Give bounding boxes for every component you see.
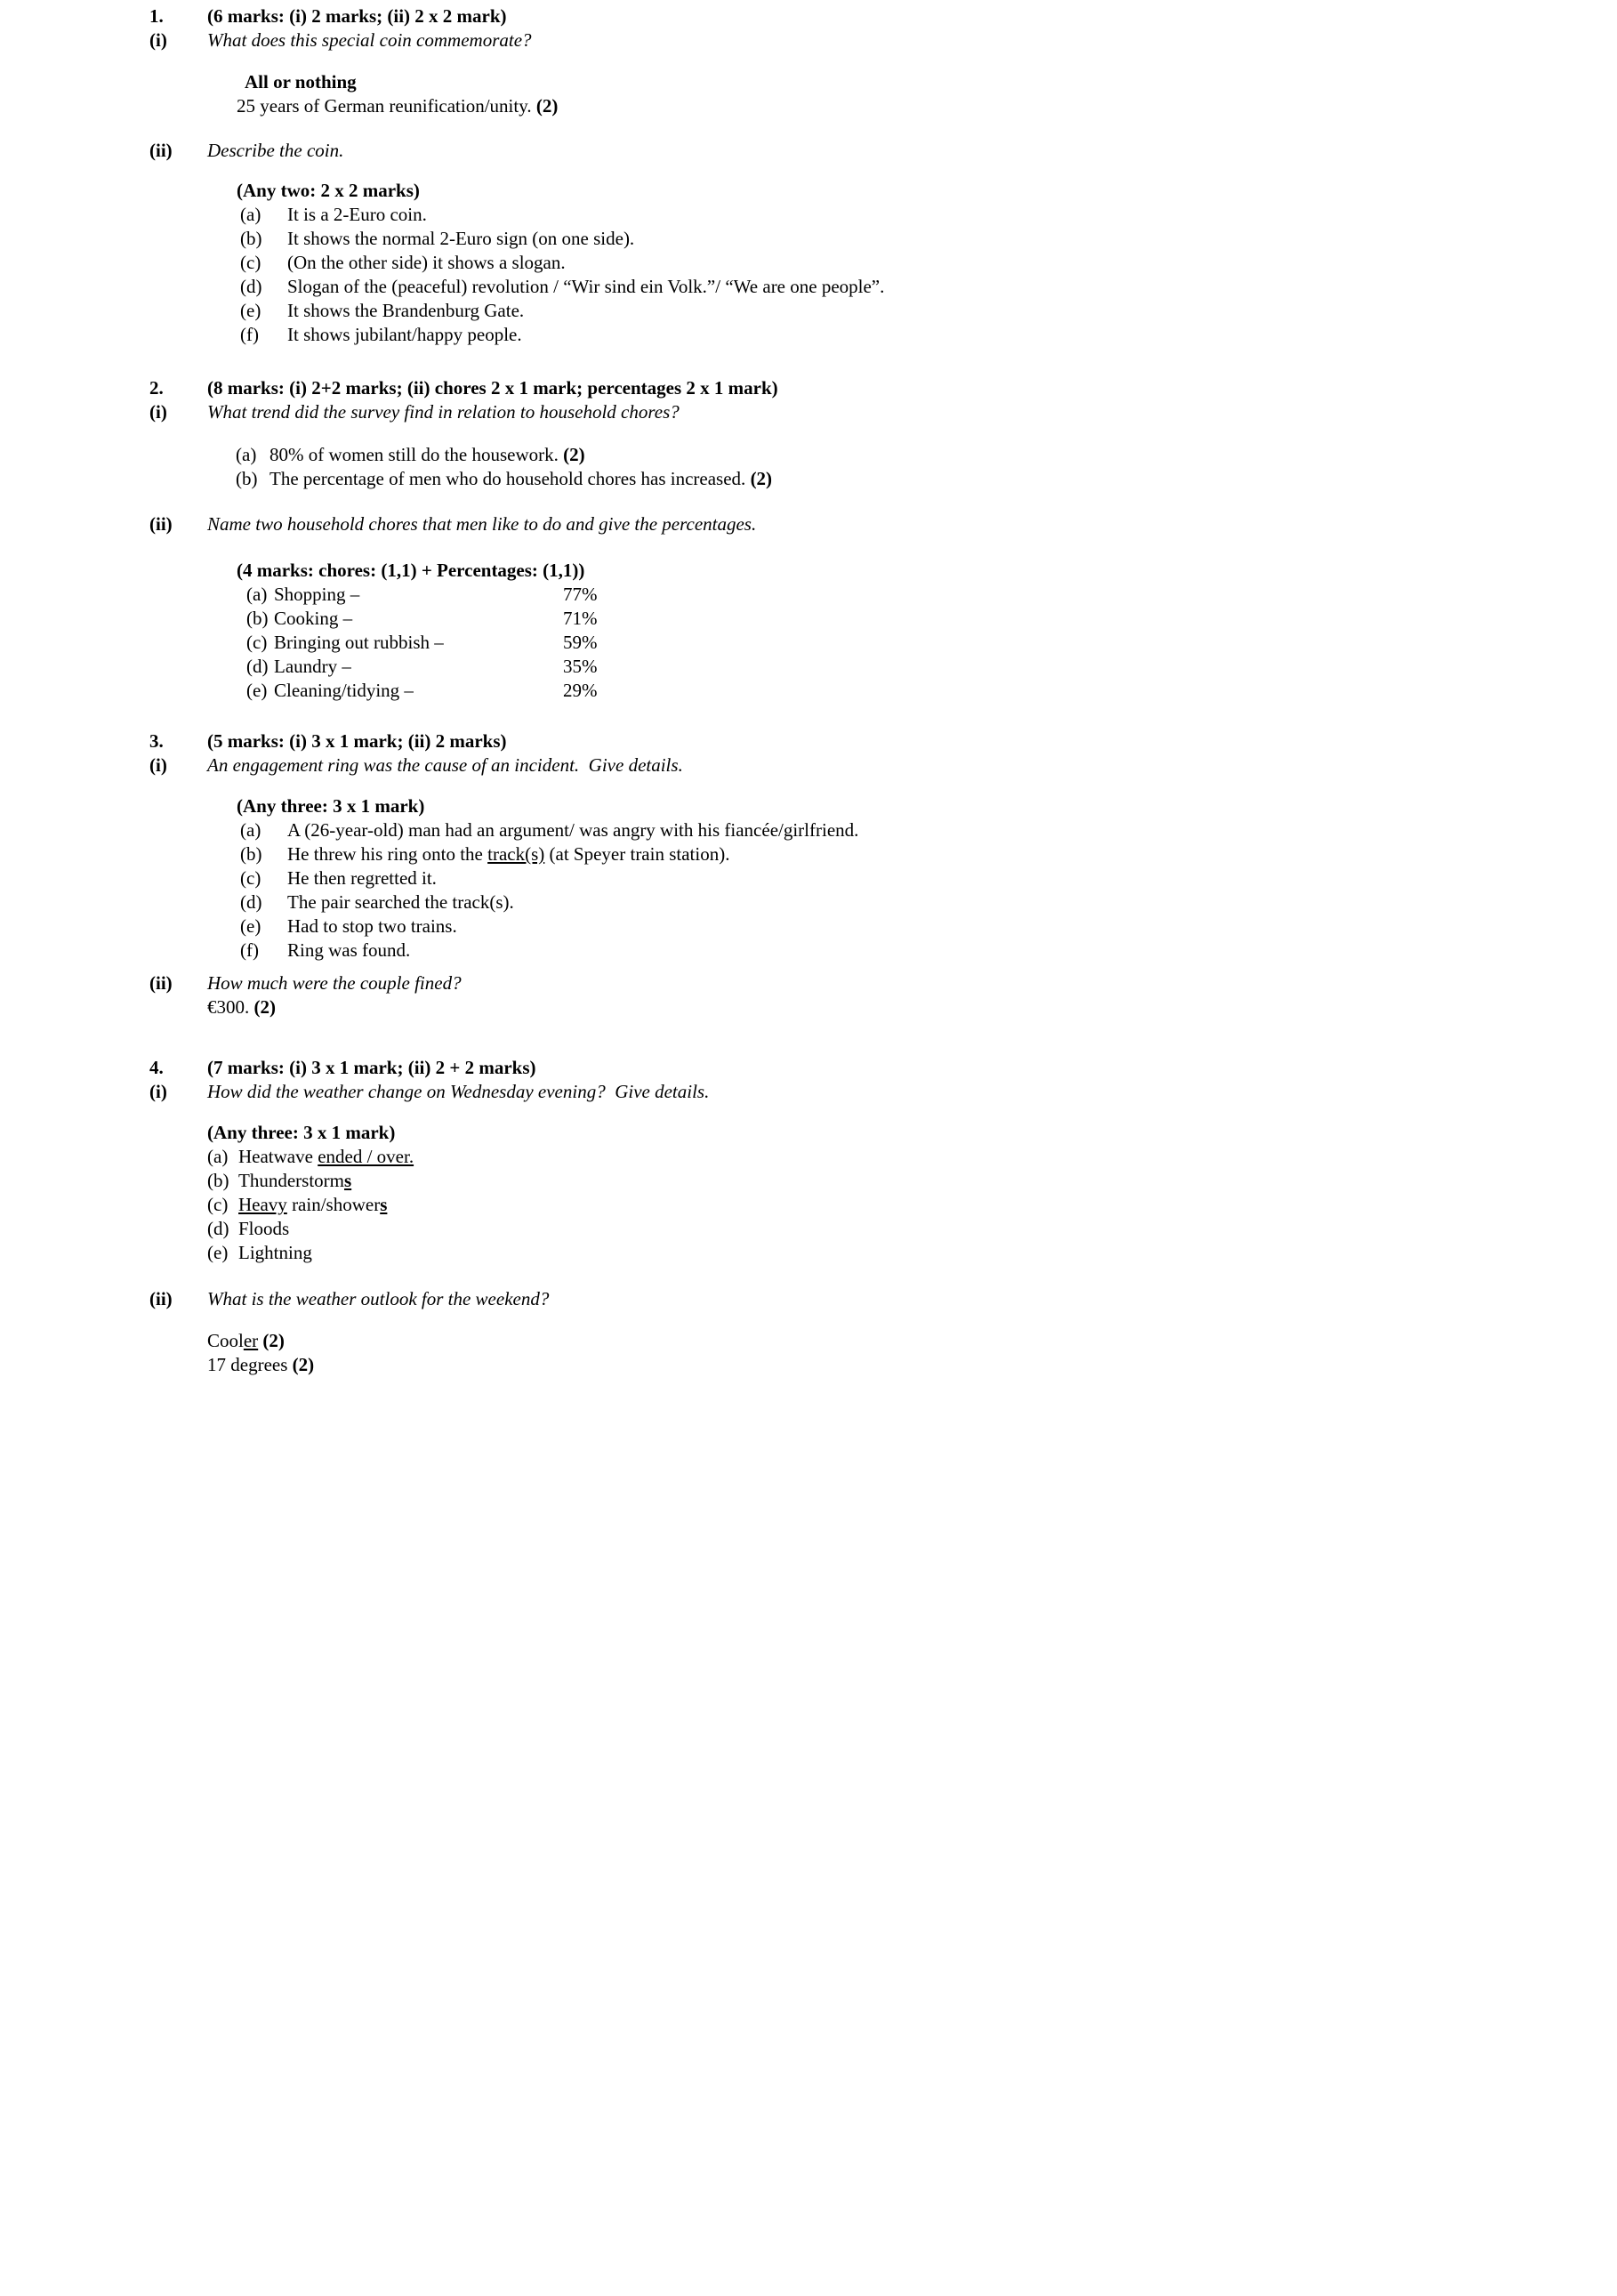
list-marker: (d) [240, 276, 262, 297]
list-marker: (b) [236, 468, 258, 489]
vertical-gap [0, 703, 1617, 729]
chore-list-item [246, 583, 1617, 607]
question-line [149, 1056, 1617, 1080]
text-segment: Lightning [238, 1242, 312, 1263]
list-item [240, 866, 1617, 890]
answer-line [237, 794, 1617, 818]
chore-name: Shopping – [274, 584, 360, 605]
chore-percentage: 77% [563, 584, 598, 605]
vertical-gap [0, 963, 1617, 971]
question-label: (i) [149, 1081, 167, 1102]
text-segment: He threw his ring onto the [287, 843, 488, 865]
question-text [207, 971, 462, 995]
text-segment: All or nothing [245, 71, 357, 93]
list-text [287, 251, 566, 275]
question-text [207, 139, 343, 163]
list-item [207, 1145, 1617, 1169]
text-segment: An engagement ring was the cause of an incident. Give details. [207, 754, 683, 776]
list-marker: (a) [246, 584, 268, 605]
chore-name: Cleaning/tidying – [274, 680, 414, 701]
list-item [240, 323, 1617, 347]
text-segment: s [380, 1194, 388, 1215]
question-text [207, 512, 756, 536]
vertical-gap [0, 536, 1617, 559]
list-item [240, 818, 1617, 842]
question-text [207, 753, 683, 777]
answer-line [207, 1121, 1617, 1145]
answer-line [237, 179, 1617, 203]
text-segment: (8 marks: (i) 2+2 marks; (ii) chores 2 x 1 mark; percentages 2 x 1 mark) [207, 377, 778, 399]
text-segment: What trend did the survey find in relation to household chores? [207, 401, 680, 423]
question-text [207, 28, 532, 52]
list-text [287, 939, 410, 963]
text-segment: It is a 2-Euro coin. [287, 204, 427, 225]
text-segment: Describe the coin. [207, 140, 344, 161]
text-segment: (at Speyer train station). [544, 843, 730, 865]
list-marker: (b) [240, 228, 262, 249]
text-segment: (Any three: 3 x 1 mark) [207, 1122, 396, 1143]
question-text [207, 400, 680, 424]
question-text [207, 1056, 536, 1080]
list-marker: (e) [207, 1242, 229, 1263]
list-marker: (a) [240, 819, 261, 841]
question-line [149, 139, 1617, 163]
list-marker: (d) [207, 1218, 229, 1239]
list-marker: (d) [246, 656, 269, 677]
list-marker: (c) [207, 1194, 229, 1215]
text-segment: track(s) [487, 843, 545, 865]
text-segment: Heavy [238, 1194, 287, 1215]
question-label: 1. [149, 5, 164, 27]
answer-line [207, 1353, 1617, 1377]
list-text [270, 443, 585, 467]
list-marker: (c) [240, 867, 261, 889]
text-segment: Thunderstorm [238, 1170, 344, 1191]
question-line [149, 1287, 1617, 1311]
chore-name: Bringing out rubbish – [274, 632, 444, 653]
question-label: (ii) [149, 140, 173, 161]
question-label: 2. [149, 377, 164, 399]
list-item [240, 890, 1617, 914]
list-marker: (b) [240, 843, 262, 865]
text-segment: (2) [563, 444, 585, 465]
question-line [149, 753, 1617, 777]
question-line [149, 729, 1617, 753]
text-segment: (On the other side) it shows a slogan. [287, 252, 566, 273]
list-marker: (a) [236, 444, 257, 465]
text-segment: (Any three: 3 x 1 mark) [237, 795, 425, 817]
text-segment: er [243, 1330, 259, 1351]
question-line [149, 28, 1617, 52]
answer-line [245, 70, 1617, 94]
text-segment: The pair searched the track(s). [287, 891, 514, 913]
vertical-gap [0, 1311, 1617, 1329]
list-item [240, 251, 1617, 275]
question-label: 4. [149, 1057, 164, 1078]
list-text [287, 842, 729, 866]
list-item [240, 939, 1617, 963]
text-segment: (4 marks: chores: (1,1) + Percentages: (1,1)) [237, 560, 585, 581]
list-marker: (f) [240, 324, 259, 345]
list-item [240, 203, 1617, 227]
list-text [287, 227, 634, 251]
text-segment: ended / over. [318, 1146, 414, 1167]
vertical-gap [0, 424, 1617, 443]
list-text [287, 818, 858, 842]
list-text [270, 467, 772, 491]
list-item [240, 275, 1617, 299]
list-marker: (a) [240, 204, 261, 225]
text-segment: Heatwave [238, 1146, 318, 1167]
list-marker: (c) [240, 252, 261, 273]
question-text [207, 4, 507, 28]
text-segment: (2) [535, 95, 559, 117]
list-text [287, 866, 437, 890]
vertical-gap [0, 1019, 1617, 1056]
question-line [149, 512, 1617, 536]
list-text [238, 1145, 414, 1169]
list-text [287, 203, 427, 227]
list-marker: (a) [207, 1146, 229, 1167]
text-segment: s [343, 1170, 352, 1191]
vertical-gap [0, 777, 1617, 794]
text-segment: (2) [253, 996, 276, 1018]
text-segment: €300. [207, 996, 254, 1018]
question-label: (i) [149, 401, 167, 423]
list-text [287, 890, 514, 914]
list-marker: (d) [240, 891, 262, 913]
text-segment: (7 marks: (i) 3 x 1 mark; (ii) 2 + 2 marks) [207, 1057, 536, 1078]
list-text [238, 1169, 351, 1193]
chore-percentage: 29% [563, 680, 598, 701]
list-text [287, 323, 522, 347]
list-item [207, 1217, 1617, 1241]
text-segment: What is the weather outlook for the weekend? [207, 1288, 550, 1309]
question-label: (ii) [149, 1288, 173, 1309]
text-segment: It shows the Brandenburg Gate. [287, 300, 525, 321]
list-marker: (f) [240, 939, 259, 961]
list-item [240, 227, 1617, 251]
answer-line [207, 1329, 1617, 1353]
text-segment: How did the weather change on Wednesday evening? Give details. [207, 1081, 710, 1102]
text-segment: What does this special coin commemorate? [207, 29, 532, 51]
list-text [287, 914, 457, 939]
text-segment: (5 marks: (i) 3 x 1 mark; (ii) 2 marks) [207, 730, 507, 752]
text-segment: (2) [750, 468, 773, 489]
text-segment: It shows the normal 2-Euro sign (on one side). [287, 228, 635, 249]
list-marker: (e) [246, 680, 268, 701]
vertical-gap [0, 163, 1617, 179]
answer-line [237, 94, 1617, 118]
list-text [238, 1193, 387, 1217]
text-segment: Floods [238, 1218, 290, 1239]
chore-name: Cooking – [274, 608, 353, 629]
chore-percentage: 59% [563, 632, 598, 653]
vertical-gap [0, 1265, 1617, 1287]
text-segment: Ring was found. [287, 939, 411, 961]
list-marker: (e) [240, 915, 261, 937]
question-label: (ii) [149, 972, 173, 994]
question-text [207, 1287, 549, 1311]
text-segment: rain/shower [286, 1194, 381, 1215]
vertical-gap [0, 1104, 1617, 1121]
text-segment: The percentage of men who do household chores has increased. [270, 468, 751, 489]
answer-line [207, 995, 1617, 1019]
list-item [240, 914, 1617, 939]
question-line [149, 4, 1617, 28]
text-segment: (Any two: 2 x 2 marks) [237, 180, 420, 201]
text-segment: How much were the couple fined? [207, 972, 462, 994]
list-text [287, 299, 524, 323]
question-text [207, 376, 778, 400]
chore-list-item [246, 655, 1617, 679]
text-segment: Name two household chores that men like to do and give the percentages. [207, 513, 757, 535]
text-segment: (6 marks: (i) 2 marks; (ii) 2 x 2 mark) [207, 5, 507, 27]
chore-list-item [246, 607, 1617, 631]
question-line [149, 1080, 1617, 1104]
chore-list-item [246, 631, 1617, 655]
list-marker: (b) [246, 608, 269, 629]
chore-name: Laundry – [274, 656, 351, 677]
text-segment: He then regretted it. [287, 867, 437, 889]
vertical-gap [0, 347, 1617, 376]
vertical-gap [0, 118, 1617, 139]
text-segment: Had to stop two trains. [287, 915, 457, 937]
question-label: (ii) [149, 513, 173, 535]
answer-line [237, 559, 1617, 583]
list-item [240, 842, 1617, 866]
list-item [236, 443, 1617, 467]
list-item [207, 1193, 1617, 1217]
list-marker: (b) [207, 1170, 229, 1191]
question-line [149, 376, 1617, 400]
text-segment: 80% of women still do the housework. [270, 444, 564, 465]
question-label: (i) [149, 29, 167, 51]
list-item [207, 1169, 1617, 1193]
list-text [238, 1241, 312, 1265]
list-item [207, 1241, 1617, 1265]
text-segment: It shows jubilant/happy people. [287, 324, 522, 345]
chore-list-item [246, 679, 1617, 703]
text-segment: (2) [262, 1330, 285, 1351]
question-line [149, 971, 1617, 995]
list-text [238, 1217, 289, 1241]
chore-percentage: 35% [563, 656, 598, 677]
question-text [207, 729, 507, 753]
question-text [207, 1080, 709, 1104]
question-label: 3. [149, 730, 164, 752]
list-item [236, 467, 1617, 491]
question-label: (i) [149, 754, 167, 776]
text-segment: 25 years of German reunification/unity. [237, 95, 536, 117]
text-segment: 17 degrees [207, 1354, 293, 1375]
vertical-gap [0, 52, 1617, 70]
list-text [287, 275, 884, 299]
vertical-gap [0, 491, 1617, 512]
text-segment: (2) [292, 1354, 315, 1375]
list-marker: (c) [246, 632, 268, 653]
chore-percentage: 71% [563, 608, 598, 629]
text-segment: Cool [207, 1330, 244, 1351]
text-segment: Slogan of the (peaceful) revolution / “Wir sind ein Volk.”/ “We are one people”. [287, 276, 885, 297]
question-line [149, 400, 1617, 424]
text-segment: A (26-year-old) man had an argument/ was angry with his fiancée/girlfriend. [287, 819, 859, 841]
list-marker: (e) [240, 300, 261, 321]
list-item [240, 299, 1617, 323]
